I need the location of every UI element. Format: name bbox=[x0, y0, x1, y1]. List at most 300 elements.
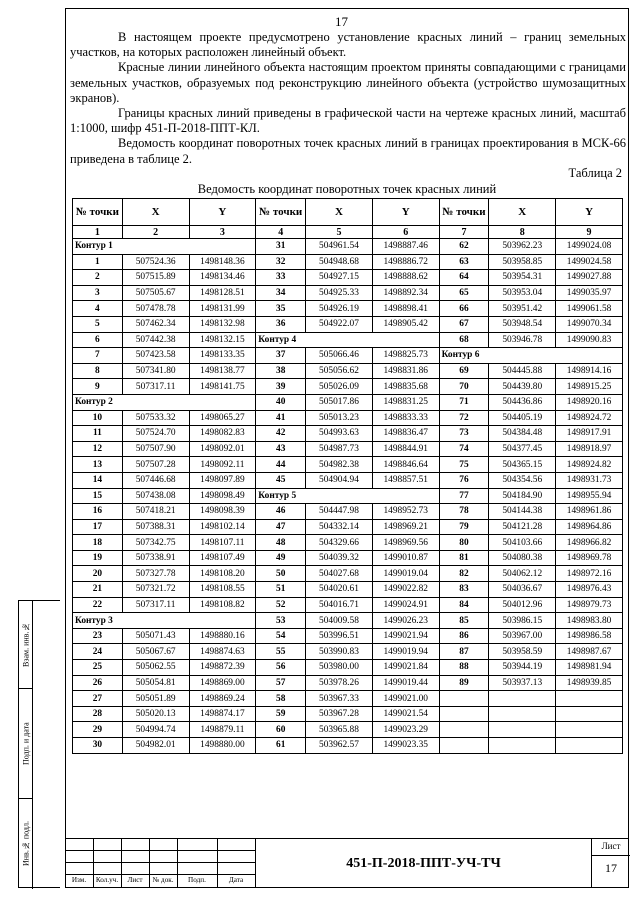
table-row bbox=[73, 379, 623, 395]
point-number: 86 bbox=[439, 628, 489, 644]
coord-x: 503967.33 bbox=[306, 691, 373, 707]
coord-x: 504927.15 bbox=[306, 270, 373, 286]
coord-x: 505071.43 bbox=[122, 628, 189, 644]
stamp-col-label: Кол.уч. bbox=[95, 876, 119, 884]
coord-x: 503980.00 bbox=[306, 660, 373, 676]
point-number: 34 bbox=[256, 285, 306, 301]
table-row bbox=[73, 675, 623, 691]
point-number: 61 bbox=[256, 738, 306, 754]
point-number: 12 bbox=[73, 441, 123, 457]
coord-x: 507478.78 bbox=[122, 301, 189, 317]
coord-y: 1498138.77 bbox=[189, 363, 256, 379]
point-number: 11 bbox=[73, 426, 123, 442]
coord-x: 504993.63 bbox=[306, 426, 373, 442]
point-number: 80 bbox=[439, 535, 489, 551]
table-row bbox=[73, 722, 623, 738]
coord-x: 503996.51 bbox=[306, 628, 373, 644]
point-number: 18 bbox=[73, 535, 123, 551]
coord-y: 1498983.80 bbox=[556, 613, 623, 629]
coord-x: 503962.23 bbox=[489, 239, 556, 255]
point-number: 53 bbox=[256, 613, 306, 629]
coord-x: 503953.04 bbox=[489, 285, 556, 301]
column-index: 4 bbox=[256, 226, 306, 239]
coord-x: 503962.57 bbox=[306, 738, 373, 754]
coord-y: 1498924.82 bbox=[556, 457, 623, 473]
point-number: 77 bbox=[439, 488, 489, 504]
coord-x: 504103.66 bbox=[489, 535, 556, 551]
point-number: 10 bbox=[73, 410, 123, 426]
point-number: 85 bbox=[439, 613, 489, 629]
coord-y: 1499019.04 bbox=[372, 566, 439, 582]
coord-y: 1498874.63 bbox=[189, 644, 256, 660]
coord-x: 504904.94 bbox=[306, 472, 373, 488]
point-number: 28 bbox=[73, 706, 123, 722]
coord-y: 1498966.82 bbox=[556, 535, 623, 551]
coord-y bbox=[556, 722, 623, 738]
coord-y: 1498887.46 bbox=[372, 239, 439, 255]
point-number: 78 bbox=[439, 504, 489, 520]
coord-y: 1498857.51 bbox=[372, 472, 439, 488]
coord-x: 507317.11 bbox=[122, 597, 189, 613]
contour-label: Контур 3 bbox=[73, 613, 256, 629]
coord-y: 1498979.73 bbox=[556, 597, 623, 613]
coord-y: 1499061.58 bbox=[556, 301, 623, 317]
column-index: 8 bbox=[489, 226, 556, 239]
point-number: 45 bbox=[256, 472, 306, 488]
coord-y: 1499070.34 bbox=[556, 316, 623, 332]
coord-y: 1499021.84 bbox=[372, 660, 439, 676]
coord-x: 504080.38 bbox=[489, 550, 556, 566]
coord-x: 504982.01 bbox=[122, 738, 189, 754]
point-number: 20 bbox=[73, 566, 123, 582]
header-point-no: № точки bbox=[73, 199, 123, 226]
side-label: Взам. инв.№ bbox=[21, 622, 31, 668]
table-row bbox=[73, 285, 623, 301]
coordinates-table bbox=[72, 198, 623, 754]
table-row bbox=[73, 301, 623, 317]
table-row bbox=[73, 410, 623, 426]
coord-y: 1498969.21 bbox=[372, 519, 439, 535]
coord-x bbox=[489, 691, 556, 707]
table-body bbox=[73, 239, 623, 754]
coord-x: 504016.71 bbox=[306, 597, 373, 613]
document-code: 451-П-2018-ППТ-УЧ-ТЧ bbox=[255, 838, 591, 888]
table-row bbox=[73, 582, 623, 598]
header-x: X bbox=[122, 199, 189, 226]
point-number: 51 bbox=[256, 582, 306, 598]
coord-x: 504027.68 bbox=[306, 566, 373, 582]
coord-x: 504961.54 bbox=[306, 239, 373, 255]
point-number: 49 bbox=[256, 550, 306, 566]
table-caption: Таблица 2 bbox=[568, 166, 622, 180]
coord-x: 503948.54 bbox=[489, 316, 556, 332]
coord-x: 507524.36 bbox=[122, 254, 189, 270]
point-number: 41 bbox=[256, 410, 306, 426]
point-number: 26 bbox=[73, 675, 123, 691]
coord-x: 503967.00 bbox=[489, 628, 556, 644]
stamp-col-label: Лист bbox=[127, 876, 143, 884]
body-text bbox=[70, 30, 626, 167]
table-header-row bbox=[73, 199, 623, 226]
coord-x: 504144.38 bbox=[489, 504, 556, 520]
point-number: 7 bbox=[73, 348, 123, 364]
point-number: 4 bbox=[73, 301, 123, 317]
table-row bbox=[73, 535, 623, 551]
coord-y: 1498098.39 bbox=[189, 504, 256, 520]
sheet-label: Лист bbox=[592, 841, 630, 856]
coord-y: 1498872.39 bbox=[189, 660, 256, 676]
coord-x: 505026.09 bbox=[306, 379, 373, 395]
coord-y: 1499035.97 bbox=[556, 285, 623, 301]
stamp-col-label: № док. bbox=[152, 876, 174, 884]
coord-x: 507321.72 bbox=[122, 582, 189, 598]
point-number: 47 bbox=[256, 519, 306, 535]
coord-y: 1498924.72 bbox=[556, 410, 623, 426]
coord-y: 1498131.99 bbox=[189, 301, 256, 317]
point-number: 38 bbox=[256, 363, 306, 379]
header-point-no: № точки bbox=[256, 199, 306, 226]
coord-x: 507515.89 bbox=[122, 270, 189, 286]
point-number: 62 bbox=[439, 239, 489, 255]
point-number: 2 bbox=[73, 270, 123, 286]
point-number: 31 bbox=[256, 239, 306, 255]
header-y: Y bbox=[372, 199, 439, 226]
side-stamp bbox=[18, 600, 60, 888]
point-number bbox=[439, 722, 489, 738]
table-row bbox=[73, 254, 623, 270]
coord-y: 1498981.94 bbox=[556, 660, 623, 676]
point-number: 73 bbox=[439, 426, 489, 442]
coord-y: 1498888.62 bbox=[372, 270, 439, 286]
table-row bbox=[73, 706, 623, 722]
coord-y: 1498905.42 bbox=[372, 316, 439, 332]
coord-x: 507524.70 bbox=[122, 426, 189, 442]
coord-x: 507507.90 bbox=[122, 441, 189, 457]
coord-x bbox=[489, 706, 556, 722]
coord-y: 1498886.72 bbox=[372, 254, 439, 270]
coord-y: 1498964.86 bbox=[556, 519, 623, 535]
coord-y: 1498831.25 bbox=[372, 394, 439, 410]
table-row bbox=[73, 597, 623, 613]
point-number: 3 bbox=[73, 285, 123, 301]
coord-x: 504036.67 bbox=[489, 582, 556, 598]
coord-y: 1498148.36 bbox=[189, 254, 256, 270]
contour-label: Контур 4 bbox=[256, 332, 439, 348]
coord-x: 507341.80 bbox=[122, 363, 189, 379]
point-number: 30 bbox=[73, 738, 123, 754]
column-index: 2 bbox=[122, 226, 189, 239]
coord-y: 1498098.49 bbox=[189, 488, 256, 504]
point-number: 56 bbox=[256, 660, 306, 676]
coord-y: 1498092.01 bbox=[189, 441, 256, 457]
point-number: 44 bbox=[256, 457, 306, 473]
table-row bbox=[73, 316, 623, 332]
coord-y: 1499027.88 bbox=[556, 270, 623, 286]
coord-y: 1498961.86 bbox=[556, 504, 623, 520]
coord-y: 1498108.82 bbox=[189, 597, 256, 613]
coord-y: 1498844.91 bbox=[372, 441, 439, 457]
coord-y: 1498092.11 bbox=[189, 457, 256, 473]
point-number: 52 bbox=[256, 597, 306, 613]
table-row bbox=[73, 239, 623, 255]
coord-y: 1498969.56 bbox=[372, 535, 439, 551]
coord-y: 1498133.35 bbox=[189, 348, 256, 364]
point-number: 46 bbox=[256, 504, 306, 520]
point-number bbox=[439, 691, 489, 707]
coord-y: 1498976.43 bbox=[556, 582, 623, 598]
point-number: 60 bbox=[256, 722, 306, 738]
coord-y: 1498107.11 bbox=[189, 535, 256, 551]
coord-x: 507327.78 bbox=[122, 566, 189, 582]
table-row bbox=[73, 566, 623, 582]
coord-x: 507423.58 bbox=[122, 348, 189, 364]
coord-x: 504994.74 bbox=[122, 722, 189, 738]
coord-y bbox=[556, 706, 623, 722]
coord-y: 1498869.24 bbox=[189, 691, 256, 707]
coord-y: 1498846.64 bbox=[372, 457, 439, 473]
coord-x: 503954.31 bbox=[489, 270, 556, 286]
coord-y: 1499023.29 bbox=[372, 722, 439, 738]
coord-x bbox=[489, 722, 556, 738]
table-title: Ведомость координат поворотных точек красных линий bbox=[197, 182, 497, 196]
table-row bbox=[73, 519, 623, 535]
table-row bbox=[73, 363, 623, 379]
coord-x: 505062.55 bbox=[122, 660, 189, 676]
coord-y: 1499019.94 bbox=[372, 644, 439, 660]
table-row bbox=[73, 660, 623, 676]
table-row bbox=[73, 426, 623, 442]
contour-label: Контур 5 bbox=[256, 488, 439, 504]
coord-x: 504922.07 bbox=[306, 316, 373, 332]
page-number: 17 bbox=[335, 14, 348, 29]
coord-y: 1498986.58 bbox=[556, 628, 623, 644]
point-number: 84 bbox=[439, 597, 489, 613]
table-row bbox=[73, 738, 623, 754]
coord-y: 1498880.16 bbox=[189, 628, 256, 644]
coord-y: 1498833.33 bbox=[372, 410, 439, 426]
coord-x: 504062.12 bbox=[489, 566, 556, 582]
table-row bbox=[73, 270, 623, 286]
point-number: 32 bbox=[256, 254, 306, 270]
point-number: 29 bbox=[73, 722, 123, 738]
coord-y: 1498880.00 bbox=[189, 738, 256, 754]
paragraph: Ведомость координат поворотных точек красных линий в границах проектирования в МСК-66 приведена в таблице 2. bbox=[70, 136, 626, 166]
coord-y: 1499021.00 bbox=[372, 691, 439, 707]
coord-x: 507388.31 bbox=[122, 519, 189, 535]
coord-y: 1498108.55 bbox=[189, 582, 256, 598]
point-number: 79 bbox=[439, 519, 489, 535]
point-number bbox=[439, 706, 489, 722]
coord-y: 1498869.00 bbox=[189, 675, 256, 691]
coord-x: 504039.32 bbox=[306, 550, 373, 566]
coord-x: 504332.14 bbox=[306, 519, 373, 535]
coord-x: 503958.59 bbox=[489, 644, 556, 660]
point-number: 48 bbox=[256, 535, 306, 551]
coord-y: 1499024.58 bbox=[556, 254, 623, 270]
point-number: 16 bbox=[73, 504, 123, 520]
point-number: 87 bbox=[439, 644, 489, 660]
coord-x: 504121.28 bbox=[489, 519, 556, 535]
point-number: 54 bbox=[256, 628, 306, 644]
coord-x: 504329.66 bbox=[306, 535, 373, 551]
point-number: 19 bbox=[73, 550, 123, 566]
contour-label: Контур 6 bbox=[439, 348, 622, 364]
coord-y: 1498132.15 bbox=[189, 332, 256, 348]
point-number: 13 bbox=[73, 457, 123, 473]
coord-y: 1499010.87 bbox=[372, 550, 439, 566]
coord-x: 504445.88 bbox=[489, 363, 556, 379]
column-index: 1 bbox=[73, 226, 123, 239]
coord-x: 505054.81 bbox=[122, 675, 189, 691]
coord-y: 1499090.83 bbox=[556, 332, 623, 348]
coord-y: 1499023.35 bbox=[372, 738, 439, 754]
coord-x: 505066.46 bbox=[306, 348, 373, 364]
table-row bbox=[73, 488, 623, 504]
side-label: Подп. и дата bbox=[21, 722, 31, 766]
coord-x: 503965.88 bbox=[306, 722, 373, 738]
coord-y: 1499026.23 bbox=[372, 613, 439, 629]
coord-x: 504982.38 bbox=[306, 457, 373, 473]
point-number: 15 bbox=[73, 488, 123, 504]
coord-y: 1498918.97 bbox=[556, 441, 623, 457]
coord-y: 1498874.17 bbox=[189, 706, 256, 722]
coord-y: 1498835.68 bbox=[372, 379, 439, 395]
coord-y: 1498898.41 bbox=[372, 301, 439, 317]
point-number: 21 bbox=[73, 582, 123, 598]
point-number: 72 bbox=[439, 410, 489, 426]
point-number: 89 bbox=[439, 675, 489, 691]
coord-y: 1498879.11 bbox=[189, 722, 256, 738]
header-x: X bbox=[489, 199, 556, 226]
sheet-number: 17 bbox=[605, 861, 617, 875]
coord-x: 503967.28 bbox=[306, 706, 373, 722]
coord-y: 1498102.14 bbox=[189, 519, 256, 535]
paragraph: Красные линии линейного объекта настоящим проектом приняты совпадающими с границами земельных участков, образуемых под реконструкцию линейного объекта (устройство шумозащитных экранов). bbox=[70, 60, 626, 105]
coord-x: 504436.86 bbox=[489, 394, 556, 410]
coord-y: 1498108.20 bbox=[189, 566, 256, 582]
point-number: 33 bbox=[256, 270, 306, 286]
point-number: 24 bbox=[73, 644, 123, 660]
point-number: 23 bbox=[73, 628, 123, 644]
point-number: 81 bbox=[439, 550, 489, 566]
table-row bbox=[73, 550, 623, 566]
point-number: 39 bbox=[256, 379, 306, 395]
point-number: 17 bbox=[73, 519, 123, 535]
coord-x: 503958.85 bbox=[489, 254, 556, 270]
point-number: 67 bbox=[439, 316, 489, 332]
coord-x: 504184.90 bbox=[489, 488, 556, 504]
coord-y: 1498914.16 bbox=[556, 363, 623, 379]
coord-x: 504405.19 bbox=[489, 410, 556, 426]
coord-x: 504354.56 bbox=[489, 472, 556, 488]
stamp-grid bbox=[65, 838, 255, 888]
point-number: 9 bbox=[73, 379, 123, 395]
point-number: 58 bbox=[256, 691, 306, 707]
table-row bbox=[73, 644, 623, 660]
coord-y: 1498915.25 bbox=[556, 379, 623, 395]
coord-x: 504009.58 bbox=[306, 613, 373, 629]
table-row bbox=[73, 628, 623, 644]
coord-y: 1498952.73 bbox=[372, 504, 439, 520]
table-row bbox=[73, 441, 623, 457]
coord-y: 1499022.82 bbox=[372, 582, 439, 598]
column-index: 5 bbox=[306, 226, 373, 239]
point-number: 88 bbox=[439, 660, 489, 676]
table-row bbox=[73, 504, 623, 520]
point-number: 76 bbox=[439, 472, 489, 488]
coord-x: 503946.78 bbox=[489, 332, 556, 348]
coord-x: 504020.61 bbox=[306, 582, 373, 598]
point-number: 83 bbox=[439, 582, 489, 598]
coord-x: 504439.80 bbox=[489, 379, 556, 395]
coord-x: 505067.67 bbox=[122, 644, 189, 660]
point-number: 8 bbox=[73, 363, 123, 379]
coord-y: 1499019.44 bbox=[372, 675, 439, 691]
coord-x: 505017.86 bbox=[306, 394, 373, 410]
coord-x: 503986.15 bbox=[489, 613, 556, 629]
coord-y: 1498987.67 bbox=[556, 644, 623, 660]
header-x: X bbox=[306, 199, 373, 226]
coord-y: 1498097.89 bbox=[189, 472, 256, 488]
coord-x: 504365.15 bbox=[489, 457, 556, 473]
point-number: 66 bbox=[439, 301, 489, 317]
point-number: 43 bbox=[256, 441, 306, 457]
point-number: 59 bbox=[256, 706, 306, 722]
coord-y: 1498065.27 bbox=[189, 410, 256, 426]
header-y: Y bbox=[556, 199, 623, 226]
coord-y: 1498082.83 bbox=[189, 426, 256, 442]
coord-x: 505051.89 bbox=[122, 691, 189, 707]
coord-y bbox=[556, 738, 623, 754]
coord-x: 505013.23 bbox=[306, 410, 373, 426]
coord-x: 503951.42 bbox=[489, 301, 556, 317]
coord-y: 1498836.47 bbox=[372, 426, 439, 442]
sheet-box bbox=[591, 838, 629, 888]
coord-x: 504926.19 bbox=[306, 301, 373, 317]
coord-x: 507342.75 bbox=[122, 535, 189, 551]
coord-y: 1499024.08 bbox=[556, 239, 623, 255]
table-row bbox=[73, 332, 623, 348]
point-number: 14 bbox=[73, 472, 123, 488]
point-number bbox=[439, 738, 489, 754]
point-number: 25 bbox=[73, 660, 123, 676]
coord-y: 1498128.51 bbox=[189, 285, 256, 301]
column-index: 9 bbox=[556, 226, 623, 239]
coord-x: 503944.19 bbox=[489, 660, 556, 676]
stamp-col-label: Подп. bbox=[188, 876, 206, 884]
point-number: 75 bbox=[439, 457, 489, 473]
table-row bbox=[73, 613, 623, 629]
coord-x: 507446.68 bbox=[122, 472, 189, 488]
coord-y: 1498134.46 bbox=[189, 270, 256, 286]
header-y: Y bbox=[189, 199, 256, 226]
coord-y: 1499021.54 bbox=[372, 706, 439, 722]
column-index-row bbox=[73, 226, 623, 239]
title-block bbox=[65, 838, 629, 888]
point-number: 55 bbox=[256, 644, 306, 660]
coord-y: 1498917.91 bbox=[556, 426, 623, 442]
point-number: 36 bbox=[256, 316, 306, 332]
coord-y: 1498107.49 bbox=[189, 550, 256, 566]
point-number: 82 bbox=[439, 566, 489, 582]
coord-y: 1498931.73 bbox=[556, 472, 623, 488]
coord-y: 1498969.78 bbox=[556, 550, 623, 566]
coord-y: 1498132.98 bbox=[189, 316, 256, 332]
coord-y: 1498831.86 bbox=[372, 363, 439, 379]
coord-y: 1498825.73 bbox=[372, 348, 439, 364]
coord-x: 507462.34 bbox=[122, 316, 189, 332]
column-index: 3 bbox=[189, 226, 256, 239]
